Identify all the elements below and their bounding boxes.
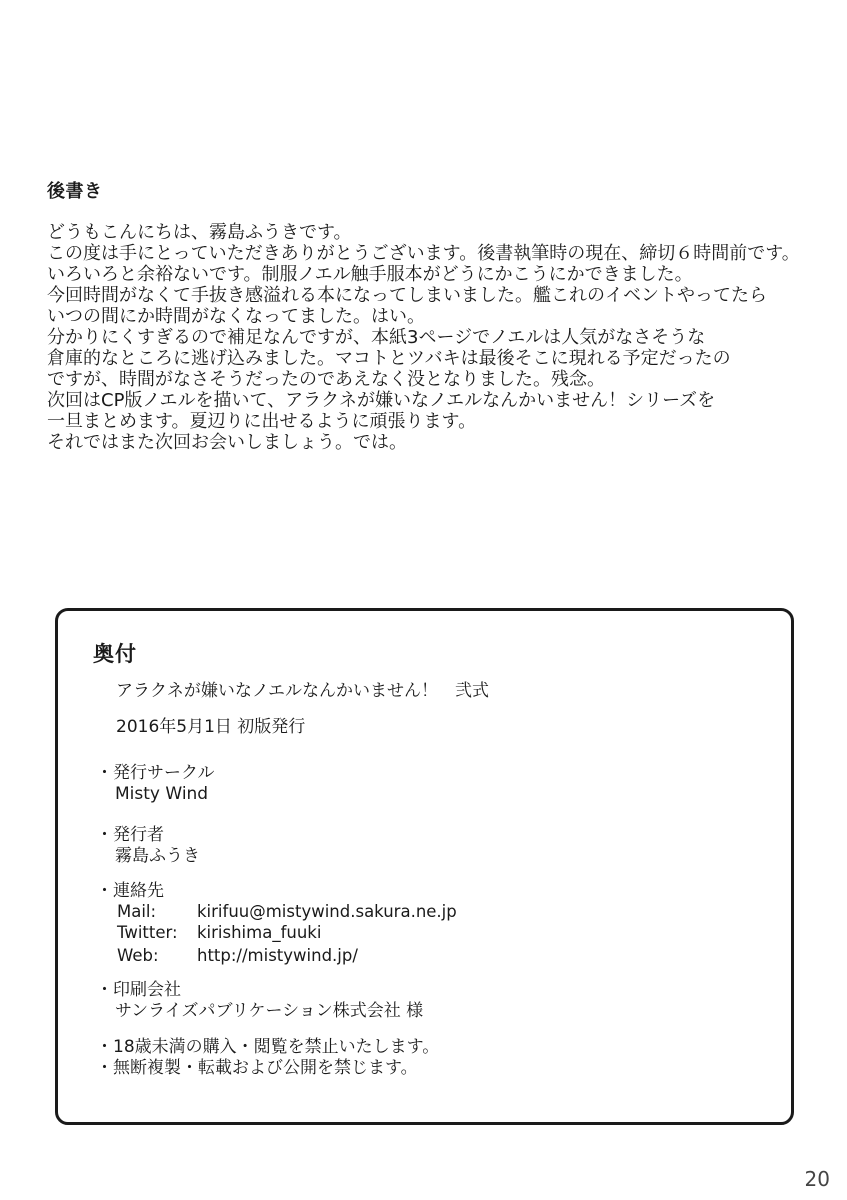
circle-name: Misty Wind bbox=[115, 784, 209, 804]
circle-label: ・発行サークル bbox=[96, 763, 215, 783]
contact-row-web bbox=[117, 946, 791, 966]
contact-key: Web: bbox=[117, 946, 159, 965]
afterword-line: 一旦まとめます。夏辺りに出せるように頑張ります。 bbox=[47, 411, 477, 432]
notice-line: ・18歳未満の購入・閲覧を禁止いたします。 bbox=[96, 1037, 440, 1057]
afterword-line: この度は手にとっていただきありがとうございます。後書執筆時の現在、締切６時間前です。 bbox=[47, 243, 800, 264]
colophon-box bbox=[55, 608, 794, 1125]
afterword-line: いろいろと余裕ないです。制服ノエル触手服本がどうにかこうにかできました。 bbox=[47, 264, 693, 285]
afterword-line: 分かりにくすぎるので補足なんですが、本紙3ページでノエルは人気がなさそうな bbox=[47, 327, 706, 348]
notice-line: ・無断複製・転載および公開を禁じます。 bbox=[96, 1058, 418, 1078]
publisher-label: ・発行者 bbox=[96, 825, 164, 845]
contact-website: http://mistywind.jp/ bbox=[197, 946, 358, 965]
afterword-line: 次回はCP版ノエルを描いて、アラクネが嫌いなノエルなんかいません！シリーズを bbox=[47, 390, 716, 411]
afterword-line: 今回時間がなくて手抜き感溢れる本になってしまいました。艦これのイベントやってたら bbox=[47, 285, 767, 306]
afterword-line: どうもこんにちは、霧島ふうきです。 bbox=[47, 222, 352, 243]
page-number: 20 bbox=[804, 1167, 830, 1191]
contact-twitter: kirishima_fuuki bbox=[197, 923, 322, 942]
contact-key: Mail: bbox=[117, 902, 157, 921]
afterword-body bbox=[47, 222, 800, 453]
afterword-line: いつの間にか時間がなくなってました。はい。 bbox=[47, 306, 425, 327]
colophon-heading: 奥付 bbox=[93, 642, 137, 666]
publisher-name: 霧島ふうき bbox=[115, 846, 200, 866]
afterword-heading: 後書き bbox=[47, 181, 103, 202]
printer-name: サンライズパブリケーション株式会社 様 bbox=[115, 1001, 424, 1021]
publish-date: 2016年5月1日 初版発行 bbox=[116, 717, 306, 737]
contact-row-twitter bbox=[117, 923, 791, 943]
notices bbox=[96, 1037, 791, 1079]
afterword-line: 倉庫的なところに逃げ込みました。マコトとツバキは最後そこに現れる予定だったの bbox=[47, 348, 731, 369]
afterword-line: それではまた次回お会いしましょう。では。 bbox=[47, 432, 407, 453]
afterword-line: ですが、時間がなさそうだったのであえなく没となりました。残念。 bbox=[47, 369, 605, 390]
contact-label: ・連絡先 bbox=[96, 881, 164, 901]
printer-label: ・印刷会社 bbox=[96, 980, 181, 1000]
contact-email: kirifuu@mistywind.sakura.ne.jp bbox=[197, 902, 457, 921]
contact-key: Twitter: bbox=[117, 923, 178, 942]
book-title: アラクネが嫌いなノエルなんかいません！ 弐式 bbox=[116, 681, 489, 701]
contact-row-mail bbox=[117, 902, 791, 922]
